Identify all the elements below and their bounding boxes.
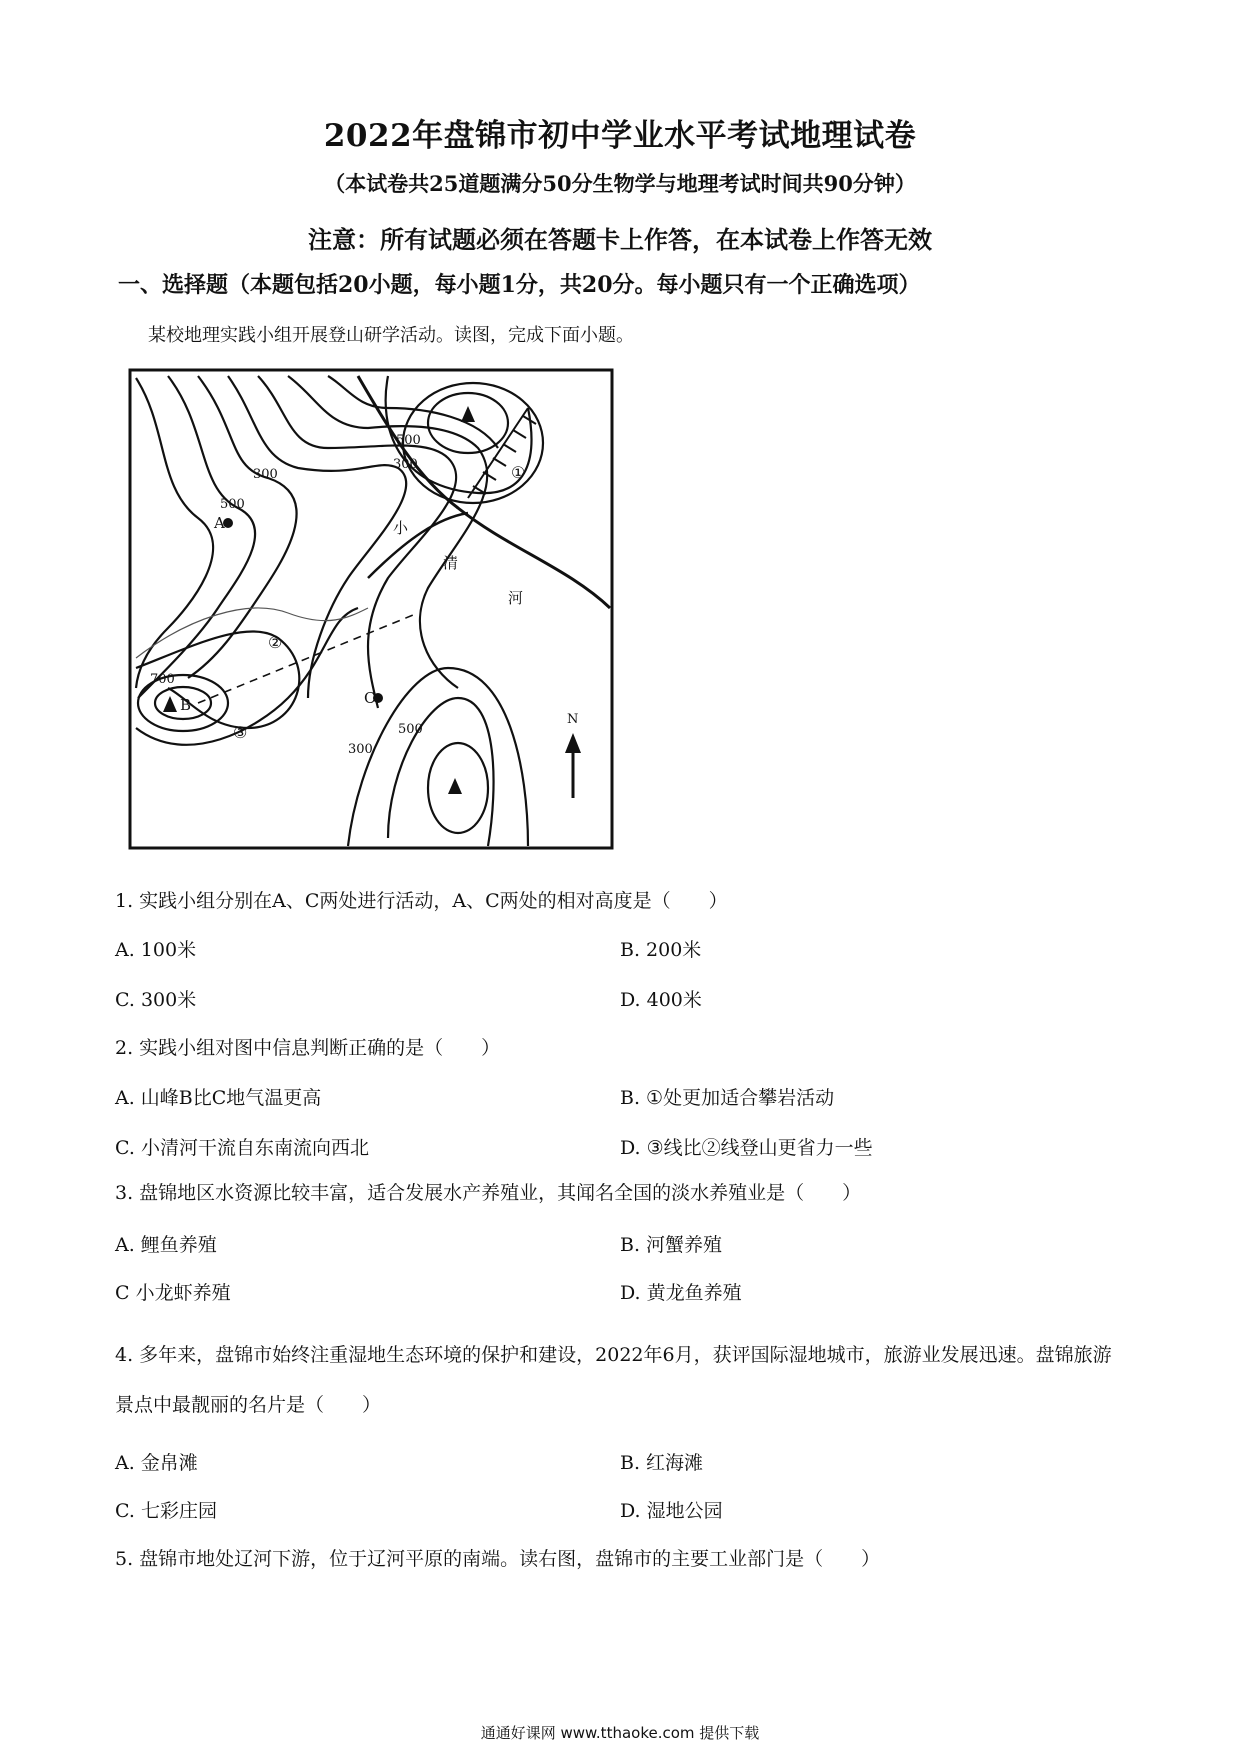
exam-subtitle: （本试卷共25道题满分50分生物学与地理考试时间共90分钟）	[324, 171, 916, 196]
question-2-stem: 2. 实践小组对图中信息判断正确的是（ ）	[115, 1037, 501, 1059]
contour-label: 500	[398, 722, 423, 737]
north-label: N	[567, 712, 579, 727]
question-2-option-c[interactable]: C. 小清河干流自东南流向西北	[115, 1137, 369, 1159]
question-4-option-b[interactable]: B. 红海滩	[620, 1452, 704, 1474]
contour-map	[128, 368, 614, 850]
contour-label: 500	[220, 497, 245, 512]
question-2-option-b[interactable]: B. ①处更加适合攀岩活动	[620, 1087, 835, 1109]
marker-3-label: ③	[233, 723, 248, 742]
question-1-option-c[interactable]: C. 300米	[115, 989, 197, 1011]
contour-label: 700	[150, 672, 175, 687]
question-2-option-d[interactable]: D. ③线比②线登山更省力一些	[620, 1137, 873, 1159]
question-1-stem: 1. 实践小组分别在A、C两处进行活动，A、C两处的相对高度是（ ）	[115, 890, 728, 912]
map-frame	[130, 370, 612, 848]
question-3-stem: 3. 盘锦地区水资源比较丰富，适合发展水产养殖业，其闻名全国的淡水养殖业是（ ）	[115, 1182, 862, 1204]
question-4-stem: 4. 多年来，盘锦市始终注重湿地生态环境的保护和建设，2022年6月，获评国际湿地城市，旅游业发展迅速。盘锦旅游景点中最靓丽的名片是（ ）	[115, 1344, 1112, 1416]
question-1-option-d[interactable]: D. 400米	[620, 989, 702, 1011]
contour-label: 300	[253, 467, 278, 482]
question-1-option-b[interactable]: B. 200米	[620, 939, 702, 961]
question-4-option-d[interactable]: D. 湿地公园	[620, 1500, 723, 1522]
contour-label: 500	[396, 433, 421, 448]
question-3-option-c[interactable]: C 小龙虾养殖	[115, 1282, 231, 1304]
question-4-option-a[interactable]: A. 金帛滩	[115, 1452, 198, 1474]
marker-2-label: ②	[268, 633, 283, 652]
contour-label: 300	[348, 742, 373, 757]
marker-1-label: ①	[511, 463, 526, 482]
exam-notice: 注意：所有试题必须在答题卡上作答，在本试卷上作答无效	[308, 225, 932, 254]
river-label: 河	[508, 589, 524, 607]
question-4-option-c[interactable]: C. 七彩庄园	[115, 1500, 217, 1522]
question-1-option-a[interactable]: A. 100米	[115, 939, 197, 961]
question-2-option-a[interactable]: A. 山峰B比C地气温更高	[115, 1087, 322, 1109]
question-3-option-b[interactable]: B. 河蟹养殖	[620, 1234, 723, 1256]
question-3-option-d[interactable]: D. 黄龙鱼养殖	[620, 1282, 742, 1304]
exam-title: 2022年盘锦市初中学业水平考试地理试卷	[323, 118, 917, 154]
question-5-stem: 5. 盘锦市地处辽河下游，位于辽河平原的南端。读右图，盘锦市的主要工业部门是（ ）	[115, 1548, 881, 1570]
question-3-option-a[interactable]: A. 鲤鱼养殖	[115, 1234, 217, 1256]
page-footer: 通通好课网 www.tthaoke.com 提供下载	[480, 1724, 760, 1742]
point-a-label: A	[214, 514, 225, 532]
point-b-label: B	[180, 696, 192, 714]
point-c-label: C	[364, 689, 376, 707]
section-intro: 某校地理实践小组开展登山研学活动。读图，完成下面小题。	[148, 325, 634, 346]
river-label: 小	[393, 519, 409, 537]
contour-label: 300	[393, 457, 418, 472]
section-heading: 一、选择题（本题包括20小题，每小题1分，共20分。每小题只有一个正确选项）	[118, 272, 921, 298]
river-label: 清	[443, 554, 459, 572]
